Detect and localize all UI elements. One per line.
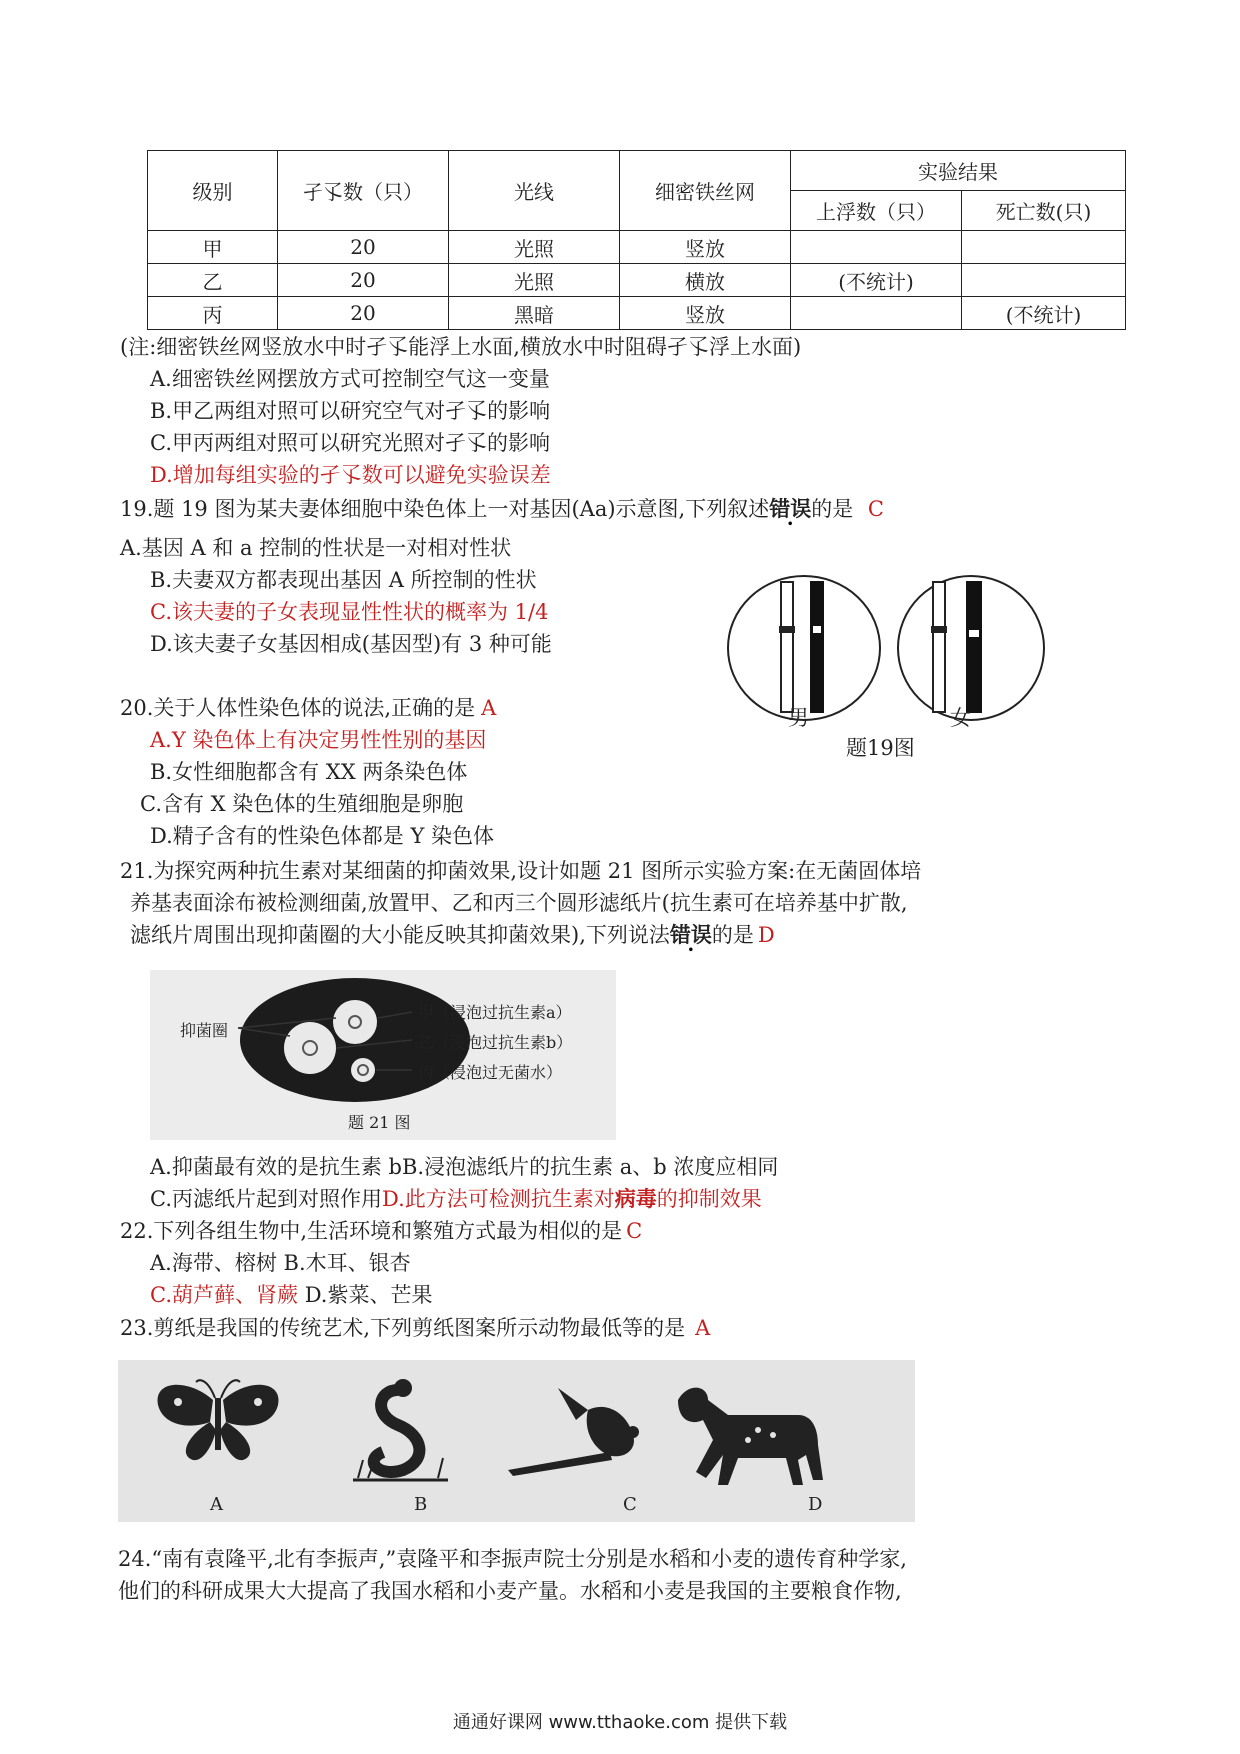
q19-emphasis-text: 错误 xyxy=(769,496,812,521)
q22-option-ab: A.海带、榕树 B.木耳、银杏 xyxy=(150,1251,411,1275)
cell-group: 乙 xyxy=(148,264,278,297)
header-mesh: 细密铁丝网 xyxy=(620,151,791,231)
butterfly-icon xyxy=(158,1380,279,1460)
page-footer: 通通好课网 www.tthaoke.com 提供下载 xyxy=(452,1712,788,1733)
q23-answer: A xyxy=(695,1316,711,1340)
cell-dead xyxy=(962,231,1126,264)
fig21-label-bing: 丙（浸泡过无菌水） xyxy=(418,1063,563,1082)
q18-option-b: B.甲乙两组对照可以研究空气对孑孓的影响 xyxy=(150,399,551,423)
papercut-label-b: B xyxy=(414,1494,428,1515)
q20-option-d: D.精子含有的性染色体都是 Y 染色体 xyxy=(150,824,494,848)
q19-option-b: B.夫妻双方都表现出基因 A 所控制的性状 xyxy=(150,568,537,592)
q22-option-c: C.葫芦藓、肾蕨 xyxy=(150,1283,298,1307)
cell-mesh: 竖放 xyxy=(620,297,791,330)
bird-icon xyxy=(508,1388,639,1476)
q22-option-d: D.紫菜、芒果 xyxy=(304,1283,433,1307)
cell-float xyxy=(791,231,962,264)
horse-icon xyxy=(678,1388,823,1485)
q19-stem-text: 19.题 19 图为某夫妻体细胞中染色体上一对基因(Aa)示意图,下列叙述 xyxy=(120,497,770,521)
fig21-label-zone: 抑菌圈 xyxy=(180,1021,229,1040)
q20-answer: A xyxy=(481,696,497,720)
fig19-female-label: 女 xyxy=(950,706,971,730)
q20-stem-text: 20.关于人体性染色体的说法,正确的是 xyxy=(120,696,476,720)
experiment-table xyxy=(147,150,1126,330)
table-row xyxy=(148,297,1126,330)
q21-option-d xyxy=(382,1187,762,1211)
header-dead: 死亡数(只) xyxy=(962,191,1126,231)
q21-option-ab: A.抑菌最有效的是抗生素 bB.浸泡滤纸片的抗生素 a、b 浓度应相同 xyxy=(150,1155,779,1179)
q21-stem-line1: 21.为探究两种抗生素对某细菌的抑菌效果,设计如题 21 图所示实验方案:在无菌固体培 xyxy=(120,859,922,883)
table-row xyxy=(148,264,1126,297)
papercut-label-c: C xyxy=(623,1494,637,1515)
q20-stem xyxy=(120,693,496,723)
q20-option-a: A.Y 染色体上有决定男性性别的基因 xyxy=(150,728,487,752)
cell-light: 光照 xyxy=(449,231,620,264)
fig19-caption: 题19图 xyxy=(846,736,915,760)
fig21-photo xyxy=(150,970,616,1140)
header-float: 上浮数（只） xyxy=(791,191,962,231)
q21-stem-text: 滤纸片周围出现抑菌圈的大小能反映其抑菌效果),下列说法 xyxy=(130,923,670,947)
q21-emphasis xyxy=(670,922,712,947)
cell-light: 黑暗 xyxy=(449,297,620,330)
q19-answer: C xyxy=(867,497,884,521)
q19-stem-end: 的是 xyxy=(811,497,854,521)
table-row xyxy=(148,231,1126,264)
q21-option-c: C.丙滤纸片起到对照作用 xyxy=(150,1187,382,1211)
cell-mesh: 横放 xyxy=(620,264,791,297)
fig21-caption: 题 21 图 xyxy=(348,1113,411,1132)
cell-dead: (不统计) xyxy=(962,297,1126,330)
papercut-label-d: D xyxy=(808,1494,823,1515)
cell-light: 光照 xyxy=(449,264,620,297)
q18-note: (注:细密铁丝网竖放水中时孑孓能浮上水面,横放水中时阻碍孑孓浮上水面) xyxy=(120,335,802,359)
q22-stem-text: 22.下列各组生物中,生活环境和繁殖方式最为相似的是 xyxy=(120,1219,623,1243)
q19-stem xyxy=(120,494,884,524)
q21-option-cd xyxy=(150,1184,762,1214)
fig21-label-yi: 乙（浸泡过抗生素b） xyxy=(418,1033,573,1052)
cell-count: 20 xyxy=(278,264,449,297)
papercut-drawings xyxy=(118,1360,915,1522)
q24-stem-line2: 他们的科研成果大大提高了我国水稻和小麦产量。水稻和小麦是我国的主要粮食作物, xyxy=(118,1579,902,1603)
q21-stem-line2: 养基表面涂布被检测细菌,放置甲、乙和丙三个圆形滤纸片(抗生素可在培养基中扩散, xyxy=(130,891,908,915)
cell-dead xyxy=(962,264,1126,297)
q21-option-d-end: 的抑制效果 xyxy=(656,1187,762,1211)
q21-option-d-text: D.此方法可检测抗生素对 xyxy=(382,1187,615,1211)
q21-option-d-emphasis: 病毒 xyxy=(614,1186,657,1211)
q21-answer: D xyxy=(757,923,775,947)
q19-option-c: C.该夫妻的子女表现显性性状的概率为 1/4 xyxy=(150,600,549,624)
fig19-male-label: 男 xyxy=(788,706,809,730)
q21-stem-line3 xyxy=(130,920,775,950)
header-count: 孑孓数（只） xyxy=(278,151,449,231)
q22-answer: C xyxy=(626,1219,643,1243)
q21-emphasis-text: 错误 xyxy=(669,922,712,947)
q22-stem xyxy=(120,1216,642,1246)
q22-option-cd xyxy=(150,1280,432,1310)
q21-stem-end: 的是 xyxy=(711,923,754,947)
fig21-label-jia: 甲（浸泡过抗生素a） xyxy=(418,1003,572,1022)
cell-float: (不统计) xyxy=(791,264,962,297)
q20-option-c: C.含有 X 染色体的生殖细胞是卵胞 xyxy=(140,792,464,816)
q24-stem-line1: 24.“南有袁隆平,北有李振声,”袁隆平和李振声院士分别是水稻和小麦的遗传育种学家, xyxy=(118,1547,907,1571)
cell-count: 20 xyxy=(278,231,449,264)
q18-option-a: A.细密铁丝网摆放方式可控制空气这一变量 xyxy=(150,367,550,391)
cell-group: 丙 xyxy=(148,297,278,330)
cell-mesh: 竖放 xyxy=(620,231,791,264)
header-light: 光线 xyxy=(449,151,620,231)
q19-emphasis xyxy=(769,496,811,521)
q20-option-b: B.女性细胞都含有 XX 两条染色体 xyxy=(150,760,468,784)
cell-group: 甲 xyxy=(148,231,278,264)
papercut-label-a: A xyxy=(210,1494,223,1515)
papercut-figure xyxy=(118,1360,915,1522)
q19-option-a: A.基因 A 和 a 控制的性状是一对相对性状 xyxy=(120,536,512,560)
q19-option-d: D.该夫妻子女基因相成(基因型)有 3 种可能 xyxy=(150,632,552,656)
cell-float xyxy=(791,297,962,330)
header-group: 级别 xyxy=(148,151,278,231)
q23-stem xyxy=(120,1313,710,1343)
q18-option-c: C.甲丙两组对照可以研究光照对孑孓的影响 xyxy=(150,431,550,455)
snake-icon xyxy=(353,1379,448,1480)
q18-option-d: D.增加每组实验的孑孓数可以避免实验误差 xyxy=(150,463,551,487)
cell-count: 20 xyxy=(278,297,449,330)
header-results: 实验结果 xyxy=(791,151,1126,191)
q23-stem-text: 23.剪纸是我国的传统艺术,下列剪纸图案所示动物最低等的是 xyxy=(120,1316,686,1340)
